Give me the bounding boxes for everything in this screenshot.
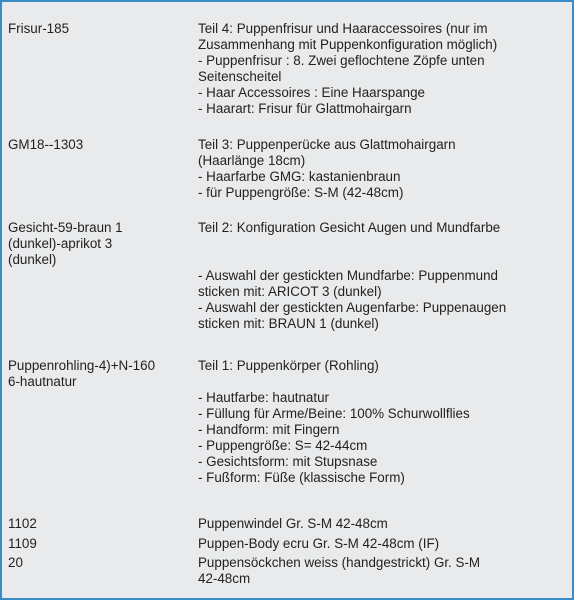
desc-line — [198, 236, 564, 252]
desc-line: - Gesichtsform: mit Stupsnase — [198, 454, 378, 469]
item-description — [198, 536, 564, 552]
desc-line: 42-48cm — [198, 571, 251, 586]
desc-line: - Fußform: Füße (klassische Form) — [198, 470, 405, 485]
desc-line: Puppenwindel Gr. S-M 42-48cm — [198, 516, 388, 531]
desc-line: - Füllung für Arme/Beine: 100% Schurwollflies — [198, 406, 470, 421]
desc-line — [198, 374, 564, 390]
desc-line: Teil 2: Konfiguration Gesicht Augen und Mundfarbe — [198, 220, 501, 235]
item-description — [198, 358, 564, 486]
item-code — [8, 555, 190, 571]
code-line: 20 — [8, 555, 23, 570]
code-line: (dunkel)-aprikot 3 — [8, 236, 113, 251]
desc-line: - für Puppengröße: S-M (42-48cm) — [198, 185, 404, 200]
item-code — [8, 358, 190, 390]
code-line: Puppenrohling-4)+N-160 — [8, 358, 156, 373]
desc-line: - Hautfarbe: hautnatur — [198, 390, 330, 405]
desc-line: - Puppenfrisur : 8. Zwei geflochtene Zöpfe unten — [198, 53, 485, 68]
item-description — [198, 516, 564, 532]
desc-line: Seitenscheitel — [198, 69, 282, 84]
desc-line: Puppensöckchen weiss (handgestrickt) Gr. S-M — [198, 555, 481, 570]
desc-line: Teil 1: Puppenkörper (Rohling) — [198, 358, 379, 373]
code-line: 1102 — [8, 516, 37, 531]
desc-line: sticken mit: BRAUN 1 (dunkel) — [198, 316, 379, 331]
desc-line: - Auswahl der gestickten Mundfarbe: Puppenmund — [198, 268, 498, 283]
desc-line: - Haar Accessoires : Eine Haarspange — [198, 85, 426, 100]
desc-line: - Auswahl der gestickten Augenfarbe: Puppenaugen — [198, 300, 507, 315]
desc-line: Teil 4: Puppenfrisur und Haaraccessoires (nur im — [198, 21, 488, 36]
code-line: (dunkel) — [8, 252, 57, 267]
item-code — [8, 21, 190, 37]
desc-line: Teil 3: Puppenperücke aus Glattmohairgarn — [198, 137, 456, 152]
desc-line: - Puppengröße: S= 42-44cm — [198, 438, 368, 453]
code-line: 1109 — [8, 536, 37, 551]
desc-line: - Handform: mit Fingern — [198, 422, 340, 437]
desc-line — [198, 252, 564, 268]
item-description — [198, 137, 564, 201]
code-line: Gesicht-59-braun 1 — [8, 220, 123, 235]
item-code — [8, 516, 190, 532]
code-line: 6-hautnatur — [8, 374, 77, 389]
desc-line: Puppen-Body ecru Gr. S-M 42-48cm (IF) — [198, 536, 440, 551]
item-code — [8, 137, 190, 153]
desc-line: sticken mit: ARICOT 3 (dunkel) — [198, 284, 382, 299]
item-description — [198, 555, 564, 587]
desc-line: - Haarart: Frisur für Glattmohairgarn — [198, 101, 412, 116]
item-description — [198, 21, 564, 117]
item-description — [198, 220, 564, 332]
desc-line: - Haarfarbe GMG: kastanienbraun — [198, 169, 401, 184]
desc-line: Zusammenhang mit Puppenkonfiguration möglich) — [198, 37, 498, 52]
code-line: Frisur-185 — [8, 21, 70, 36]
item-code — [8, 220, 190, 268]
code-line: GM18--1303 — [8, 137, 84, 152]
item-code — [8, 536, 190, 552]
desc-line: (Haarlänge 18cm) — [198, 153, 306, 168]
